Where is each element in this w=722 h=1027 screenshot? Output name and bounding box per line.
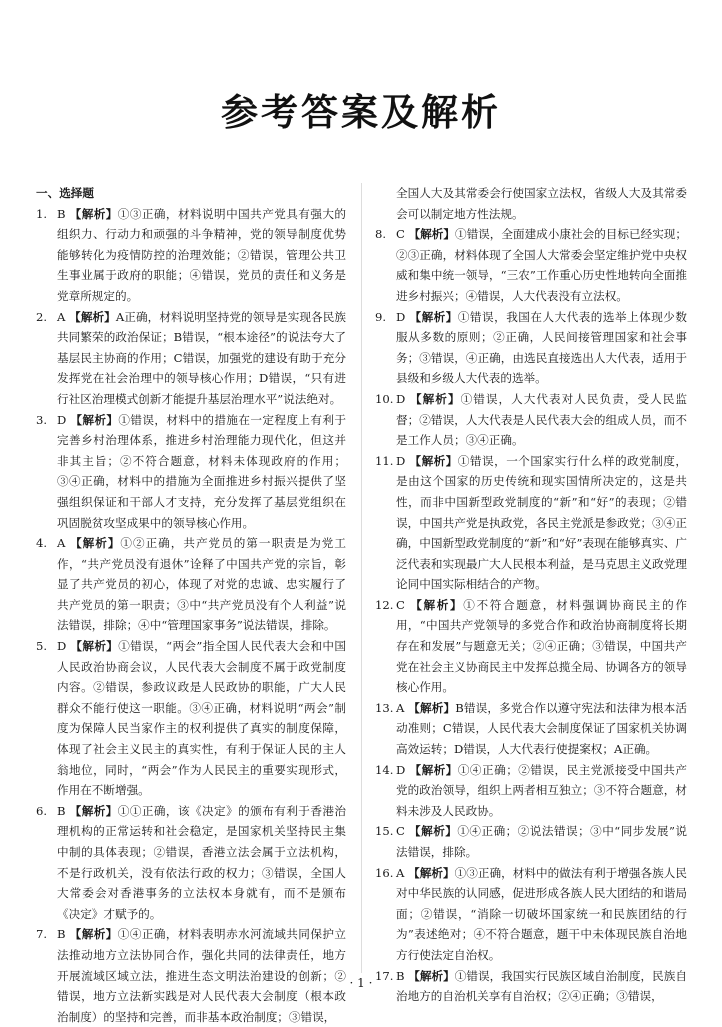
question-number: 5. [36,639,48,654]
answer-letter: D [396,453,406,468]
analysis-tag: 【解析】 [410,597,464,612]
answer-item [36,636,346,801]
page-title: 参考答案及解析 [221,91,501,134]
answer-item [36,801,346,925]
question-number: 8. [375,227,387,242]
answer-item [375,307,687,389]
right-question-list [375,224,687,1007]
answer-letter: D [57,412,67,427]
question-number: 9. [375,309,387,324]
analysis-tag: 【解析】 [70,536,121,551]
analysis-text: A正确，材料说明坚持党的领导是实现各民族共同繁荣的政治保证；B错误，“根本途径”的说法夸大了基层民主协商的作用；C错误，加强党的建设有助于充分发挥党在社会治理中的领导核心作用；D错误，“只有进行社区治理模式创新才能提升基层治理水平”说法绝对。 [57,309,346,406]
question-number: 15. [375,824,394,839]
answer-letter: B [57,803,66,818]
analysis-tag: 【解析】 [410,391,461,406]
analysis-text: ①④正确；②错误，民主党派接受中国共产党的政治领导，组织上两者相互独立；③不符合题意，材料未涉及人民政协。 [396,762,687,818]
answer-item [375,698,687,760]
answer-item [36,307,346,410]
analysis-tag: 【解析】 [409,762,458,777]
analysis-text: ①④正确，材料表明赤水河流域共同保护立法推动地方立法协同合作，强化共同的法律责任，地方开展流域区域立法，推进生态文明法治建设的创新；②错误，地方立法新实践是对人民代表大会制度（根本政治制度）的坚持和完善，而非基本政治制度；③错误， [57,927,346,1024]
answer-letter: B [57,206,66,221]
answer-item [375,863,687,966]
left-question-list [36,204,346,1027]
question-number: 10. [375,391,394,406]
answer-letter: D [57,639,67,654]
answer-item [36,410,346,534]
answer-item [375,595,687,698]
analysis-tag: 【解析】 [408,700,456,715]
answer-letter: B [396,968,405,983]
question-number: 3. [36,412,48,427]
analysis-text: ①②正确，共产党员的第一职责是为党工作，“共产党员没有退休”诠释了中国共产党的宗旨，彰显了共产党员的初心，体现了对党的忠诚、忠实履行了共产党员的第一职责；③中“共产党员没有个人利益”说法错误，排除；④中“管理国家事务”说法错误，排除。 [57,536,346,633]
question-number: 7. [36,927,48,942]
answer-letter: C [396,597,405,612]
question-number: 2. [36,309,48,324]
answer-item [375,821,687,862]
analysis-tag: 【解析】 [409,824,458,839]
answer-letter: A [57,309,66,324]
analysis-tag: 【解析】 [70,639,119,654]
analysis-tag: 【解析】 [69,309,116,324]
analysis-tag: 【解析】 [408,227,455,242]
analysis-text: B错误，多党合作以遵守宪法和法律为根本活动准则；C错误，人民代表大会制度保证了国家机关协调高效运转；D错误，人大代表行使提案权；A正确。 [396,700,687,757]
analysis-tag: 【解析】 [69,803,118,818]
answer-item [375,760,687,822]
analysis-tag: 【解析】 [408,865,455,880]
question-number: 13. [375,700,394,715]
question-number: 4. [36,536,48,551]
answer-item [375,224,687,306]
analysis-tag: 【解析】 [69,206,118,221]
question-number: 6. [36,803,48,818]
right-column [375,183,687,1007]
question-number: 14. [375,762,394,777]
analysis-text: ①错误，我国在人大代表的选举上体现少数服从多数的原则；②正确，人民间接管理国家和社会事务；③错误，④正确，由选民直接选出人大代表，适用于县级和乡级人大代表的选举。 [396,309,687,386]
answer-letter: D [396,762,406,777]
answer-item [375,389,687,451]
answer-letter: D [396,391,406,406]
continued-text: 全国人大及其常委会行使国家立法权，省级人大及其常委会可以制定地方性法规。 [396,186,687,221]
answer-item [36,204,346,307]
analysis-text: ①③正确，材料中的做法有利于增强各族人民对中华民族的认同感，促进形成各族人民大团结的和谐局面；②错误，“消除一切破坏国家统一和民族团结的行为”表述绝对；④不符合题意，题干中未体现民族自治地方行使法定自治权。 [396,865,687,962]
analysis-text: ①错误，人大代表对人民负责，受人民监督；②错误，人大代表是人民代表大会的组成人员，而不是工作人员；③④正确。 [396,391,687,448]
answer-item [375,451,687,595]
analysis-text: ①错误，我国实行民族区域自治制度，民族自治地方的自治机关享有自治权；②④正确；③错误， [396,968,687,1004]
question-number: 1. [36,206,48,221]
column-divider [361,183,362,973]
analysis-text: ①不符合题意，材料强调协商民主的作用，“中国共产党领导的多党合作和政治协商制度将长期存在和发展”与题意无关；②④正确；③错误，中国共产党在社会主义协商民主中发挥总揽全局、协调各方的领导核心作用。 [396,597,687,695]
analysis-text: ①错误，一个国家实行什么样的政党制度，是由这个国家的历史传统和现实国情所决定的，这是共性，而非中国新型政党制度的“新”和“好”的表现；②错误，中国共产党是执政党，各民主党派是参政党；③④正确，中国新型政党制度的“新”和“好”表现在能够真实、广泛代表和实现最广大人民根本利益，是马克思主义政党理论同中国实际相结合的产物。 [396,453,687,592]
question-number: 16. [375,865,394,880]
answer-letter: A [396,700,405,715]
analysis-text: ①错误，材料中的措施在一定程度上有利于完善乡村治理体系，推进乡村治理能力现代化，但这并非其主旨；②不符合题意，材料未体现政府的作用；③④正确，材料中的措施为全面推进乡村振兴提供了坚强组织保证和干部人才支持，充分发挥了基层党组织在巩固脱贫攻坚成果中的领导核心作用。 [57,412,346,530]
answer-letter: C [396,227,405,242]
analysis-text: ①①正确，该《决定》的颁布有利于香港治理机构的正常运转和社会稳定，是国家机关坚持民主集中制的具体表现；②错误，香港立法会属于立法机构，不是行政机关，没有依法行政的权力；③错误，全国人大常委会对香港事务的立法权本身就有，而不是颁布《决定》才赋予的。 [57,803,346,921]
section-heading: 一、选择题 [36,186,94,200]
left-column [36,183,346,1027]
analysis-tag: 【解析】 [409,309,458,324]
answer-letter: C [396,824,405,839]
question-number: 12. [375,597,394,612]
analysis-tag: 【解析】 [69,927,118,942]
analysis-tag: 【解析】 [409,453,458,468]
answer-letter: A [57,536,66,551]
question-number: 11. [375,453,394,468]
analysis-text: ①错误，“两会”指全国人民代表大会和中国人民政治协商会议，人民代表大会制度不属于政党制度内容。②错误，参政议政是人民政协的职能，广大人民群众不能行使这一职能。③④正确，材料说明“两会”制度为保障人民当家作主的权利提供了真实的制度保障，体现了社会主义民主的真实性，有利于保证人民的主人翁地位，同时，“两会”作为人民民主的重要实现形式，作用在不断增强。 [57,639,346,798]
answer-letter: A [396,865,405,880]
analysis-text: ①④正确；②说法错误；③中“同步发展”说法错误，排除。 [396,824,687,859]
question-number: 17. [375,968,394,983]
answer-letter: B [57,927,66,942]
analysis-text: ①③正确，材料说明中国共产党具有强大的组织力、行动力和顽强的斗争精神，党的领导制度优势能够转化为疫情防控的治理效能；②错误，管理公共卫生事业属于政府的职能；④错误，党员的责任和义务是党章所规定的。 [57,206,346,303]
answer-letter: D [396,309,406,324]
answer-item [36,533,346,636]
analysis-tag: 【解析】 [70,412,119,427]
analysis-text: ①错误，全面建成小康社会的目标已经实现；②③正确，材料体现了全国人大常委会坚定维护党中央权威和集中统一领导，“三农”工作重心历史性地转向全面推进乡村振兴；④错误，人大代表没有立法权。 [396,227,687,303]
page-number: · 1 · [349,976,373,990]
analysis-tag: 【解析】 [408,968,455,983]
